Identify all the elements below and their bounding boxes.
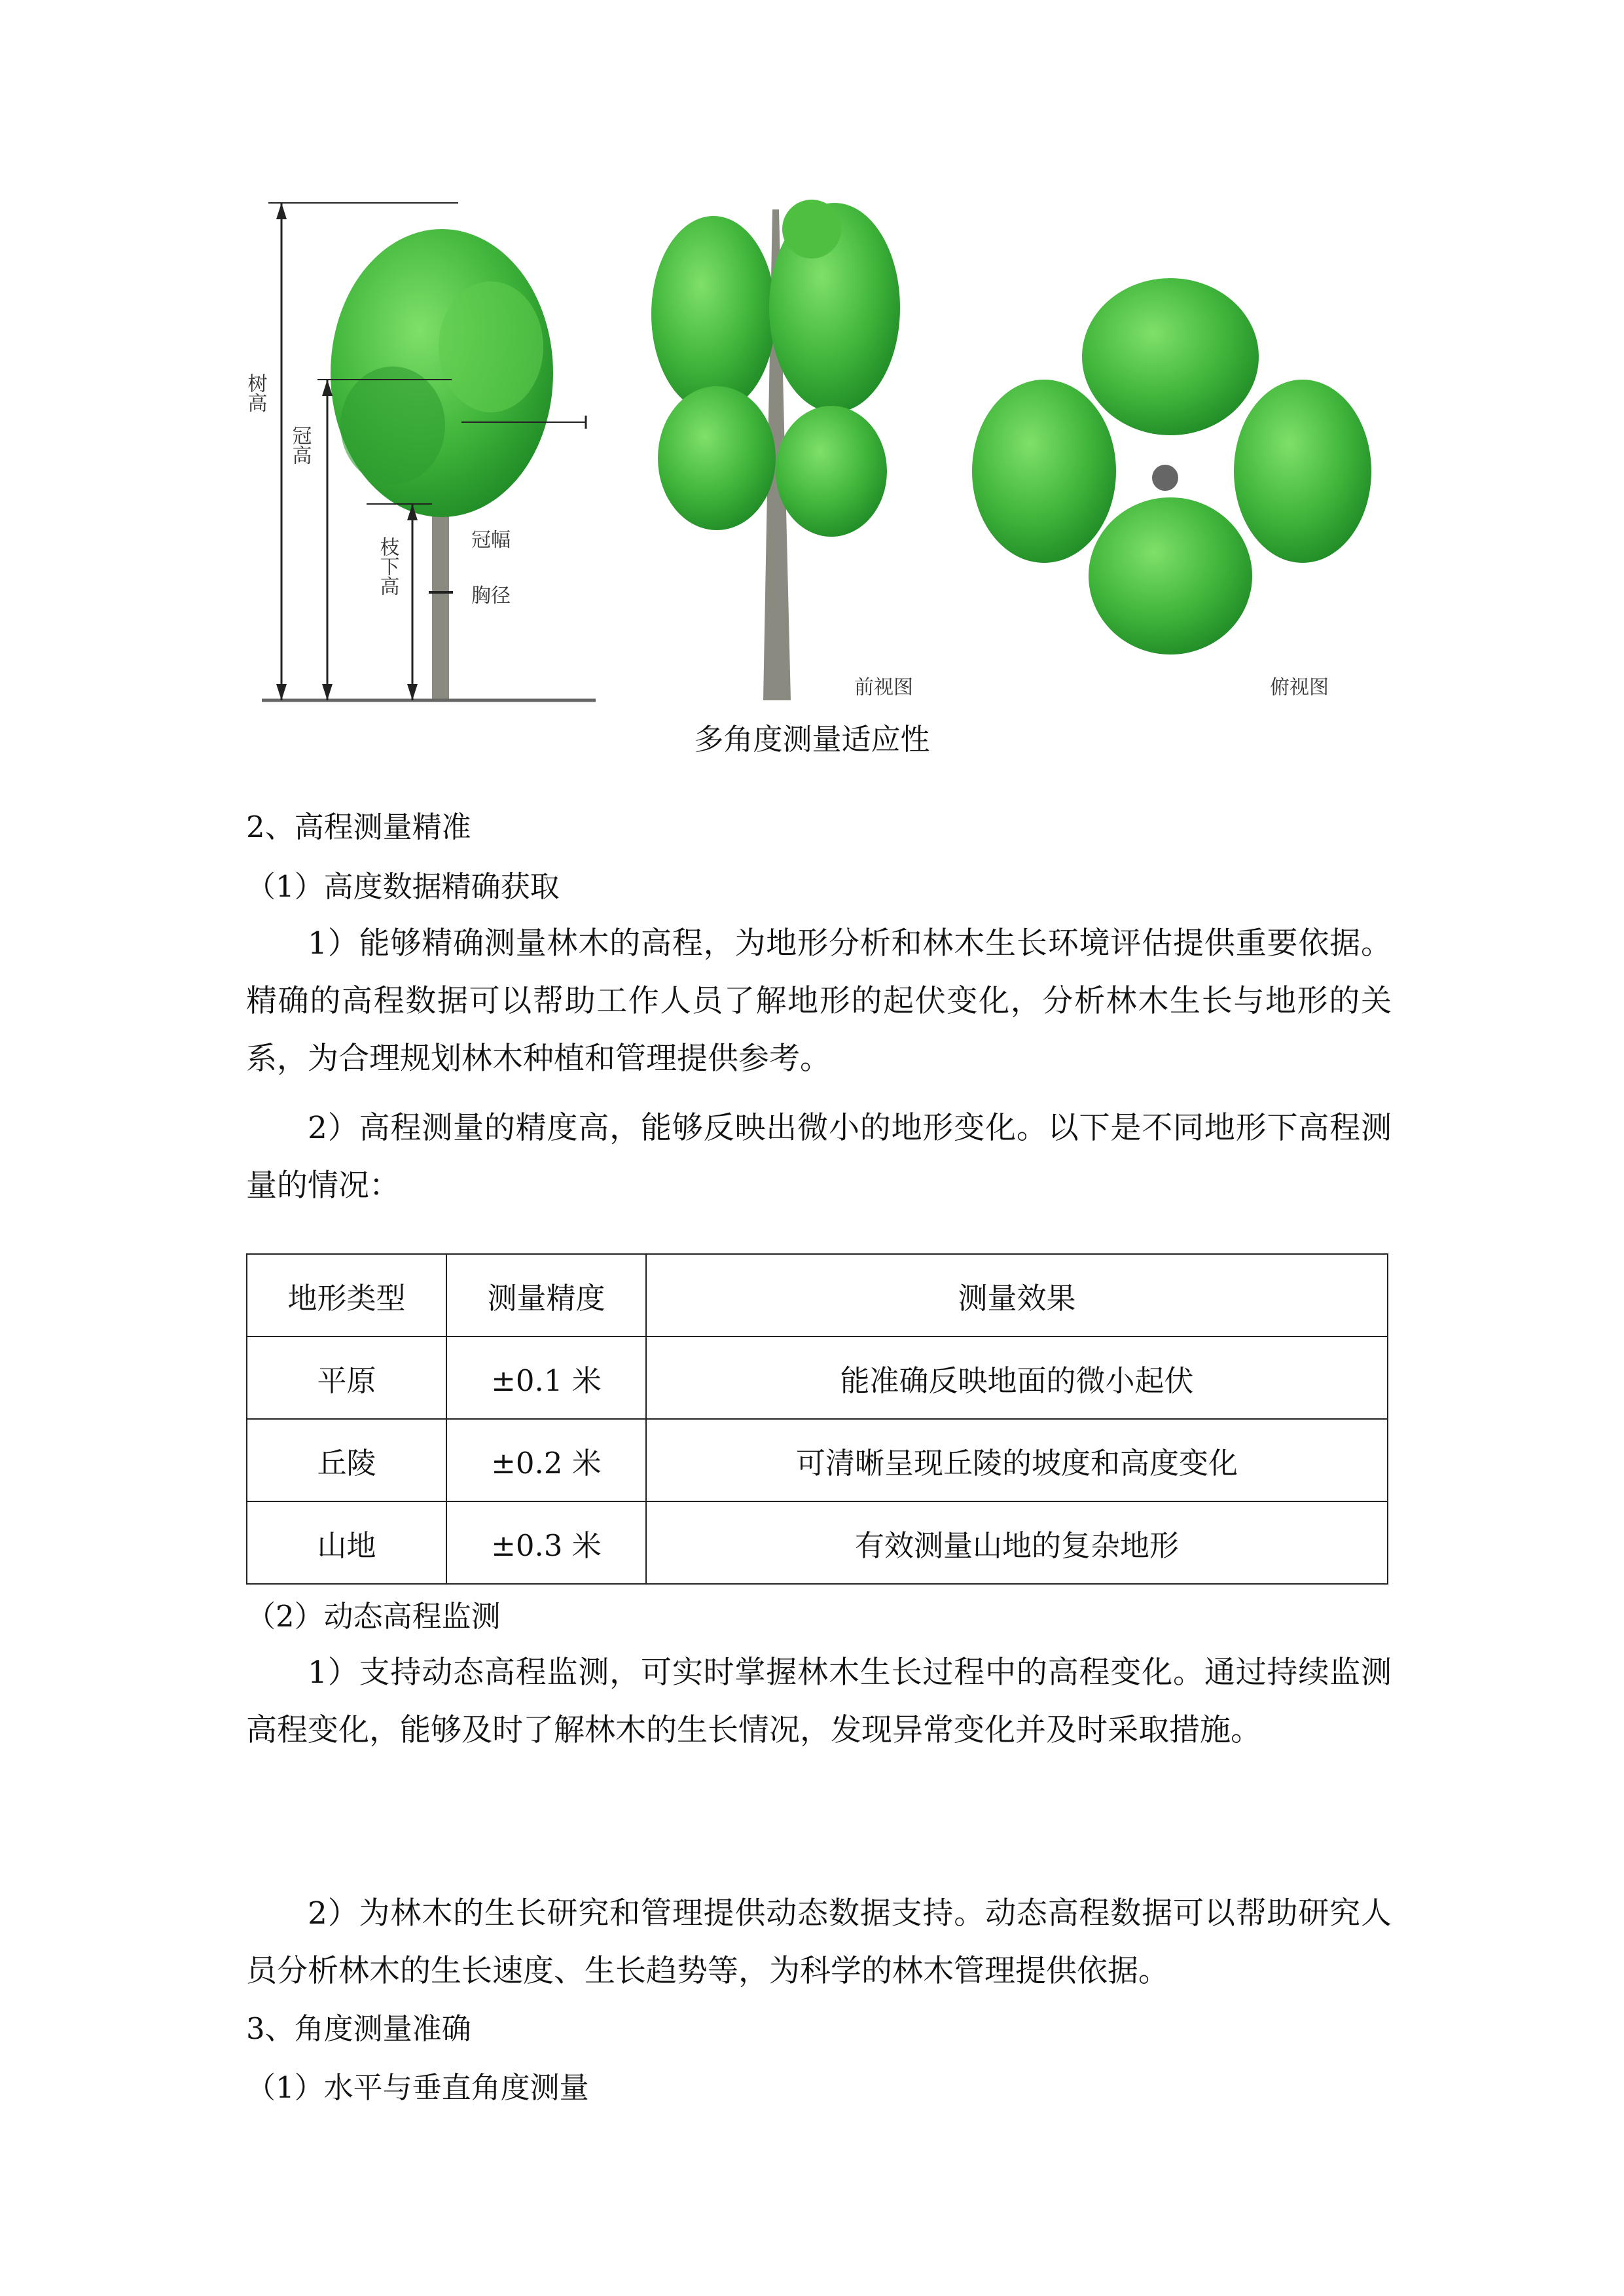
label-crown-height: 冠高 [288,425,312,465]
section2-sub1-paragraph2: 2）高程测量的精度高，能够反映出微小的地形变化。以下是不同地形下高程测量的情况： [246,1110,1392,1204]
table-cell: ±0.2 米 [446,1419,646,1501]
section2-sub2-paragraph2: 2）为林木的生长研究和管理提供动态数据支持。动态高程数据可以帮助研究人员分析林木的生长速度、生长趋势等，为科学的林木管理提供依据。 [246,1895,1392,1989]
table-row [247,1419,1388,1501]
table-cell: 平原 [247,1336,446,1419]
table-cell: ±0.3 米 [446,1501,646,1584]
label-branch-height: 枝下高 [376,537,399,596]
table-row [247,1336,1388,1419]
top-view-tree [972,278,1371,699]
table-header-row [247,1254,1388,1336]
tree-measurement-figure [242,183,1394,720]
annotated-tree [244,203,596,700]
section2-heading: 2、高程测量精准 [246,810,471,844]
section2-sub1-heading: （1）高度数据精确获取 [246,869,560,904]
label-crown-width: 冠幅 [471,529,511,552]
figure-svg [242,183,1394,720]
section2-sub2-paragraph1: 1）支持动态高程监测，可实时掌握林木生长过程中的高程变化。通过持续监测高程变化，能够及时了解林木的生长情况，发现异常变化并及时采取措施。 [246,1655,1392,1748]
table-header: 测量效果 [646,1254,1388,1336]
trunk-top [1152,465,1178,491]
section2-sub1-paragraph1: 1）能够精确测量林木的高程，为地形分析和林木生长环境评估提供重要依据。精确的高程数据可以帮助工作人员了解地形的起伏变化，分析林木生长与地形的关系，为合理规划林木种植和管理提供参考。 [246,925,1392,1077]
label-tree-height: 树高 [244,373,267,412]
table-cell: 丘陵 [247,1419,446,1501]
terrain-accuracy-table [246,1253,1388,1585]
table-header: 地形类型 [247,1254,446,1336]
figure-caption: 多角度测量适应性 [694,722,930,757]
table-cell: 可清晰呈现丘陵的坡度和高度变化 [646,1419,1388,1501]
label-front-view: 前视图 [854,676,913,699]
label-top-view: 俯视图 [1270,676,1329,699]
label-dbh: 胸径 [471,584,511,607]
front-view-tree [651,200,913,700]
section3-heading: 3、角度测量准确 [246,2011,471,2046]
table-cell: 能准确反映地面的微小起伏 [646,1336,1388,1419]
section2-sub2-heading: （2）动态高程监测 [246,1599,501,1634]
table-row [247,1501,1388,1584]
trunk-left [432,504,449,700]
table-cell: ±0.1 米 [446,1336,646,1419]
section3-sub1-heading: （1）水平与垂直角度测量 [246,2070,589,2105]
table-cell: 山地 [247,1501,446,1584]
table-cell: 有效测量山地的复杂地形 [646,1501,1388,1584]
table-header: 测量精度 [446,1254,646,1336]
